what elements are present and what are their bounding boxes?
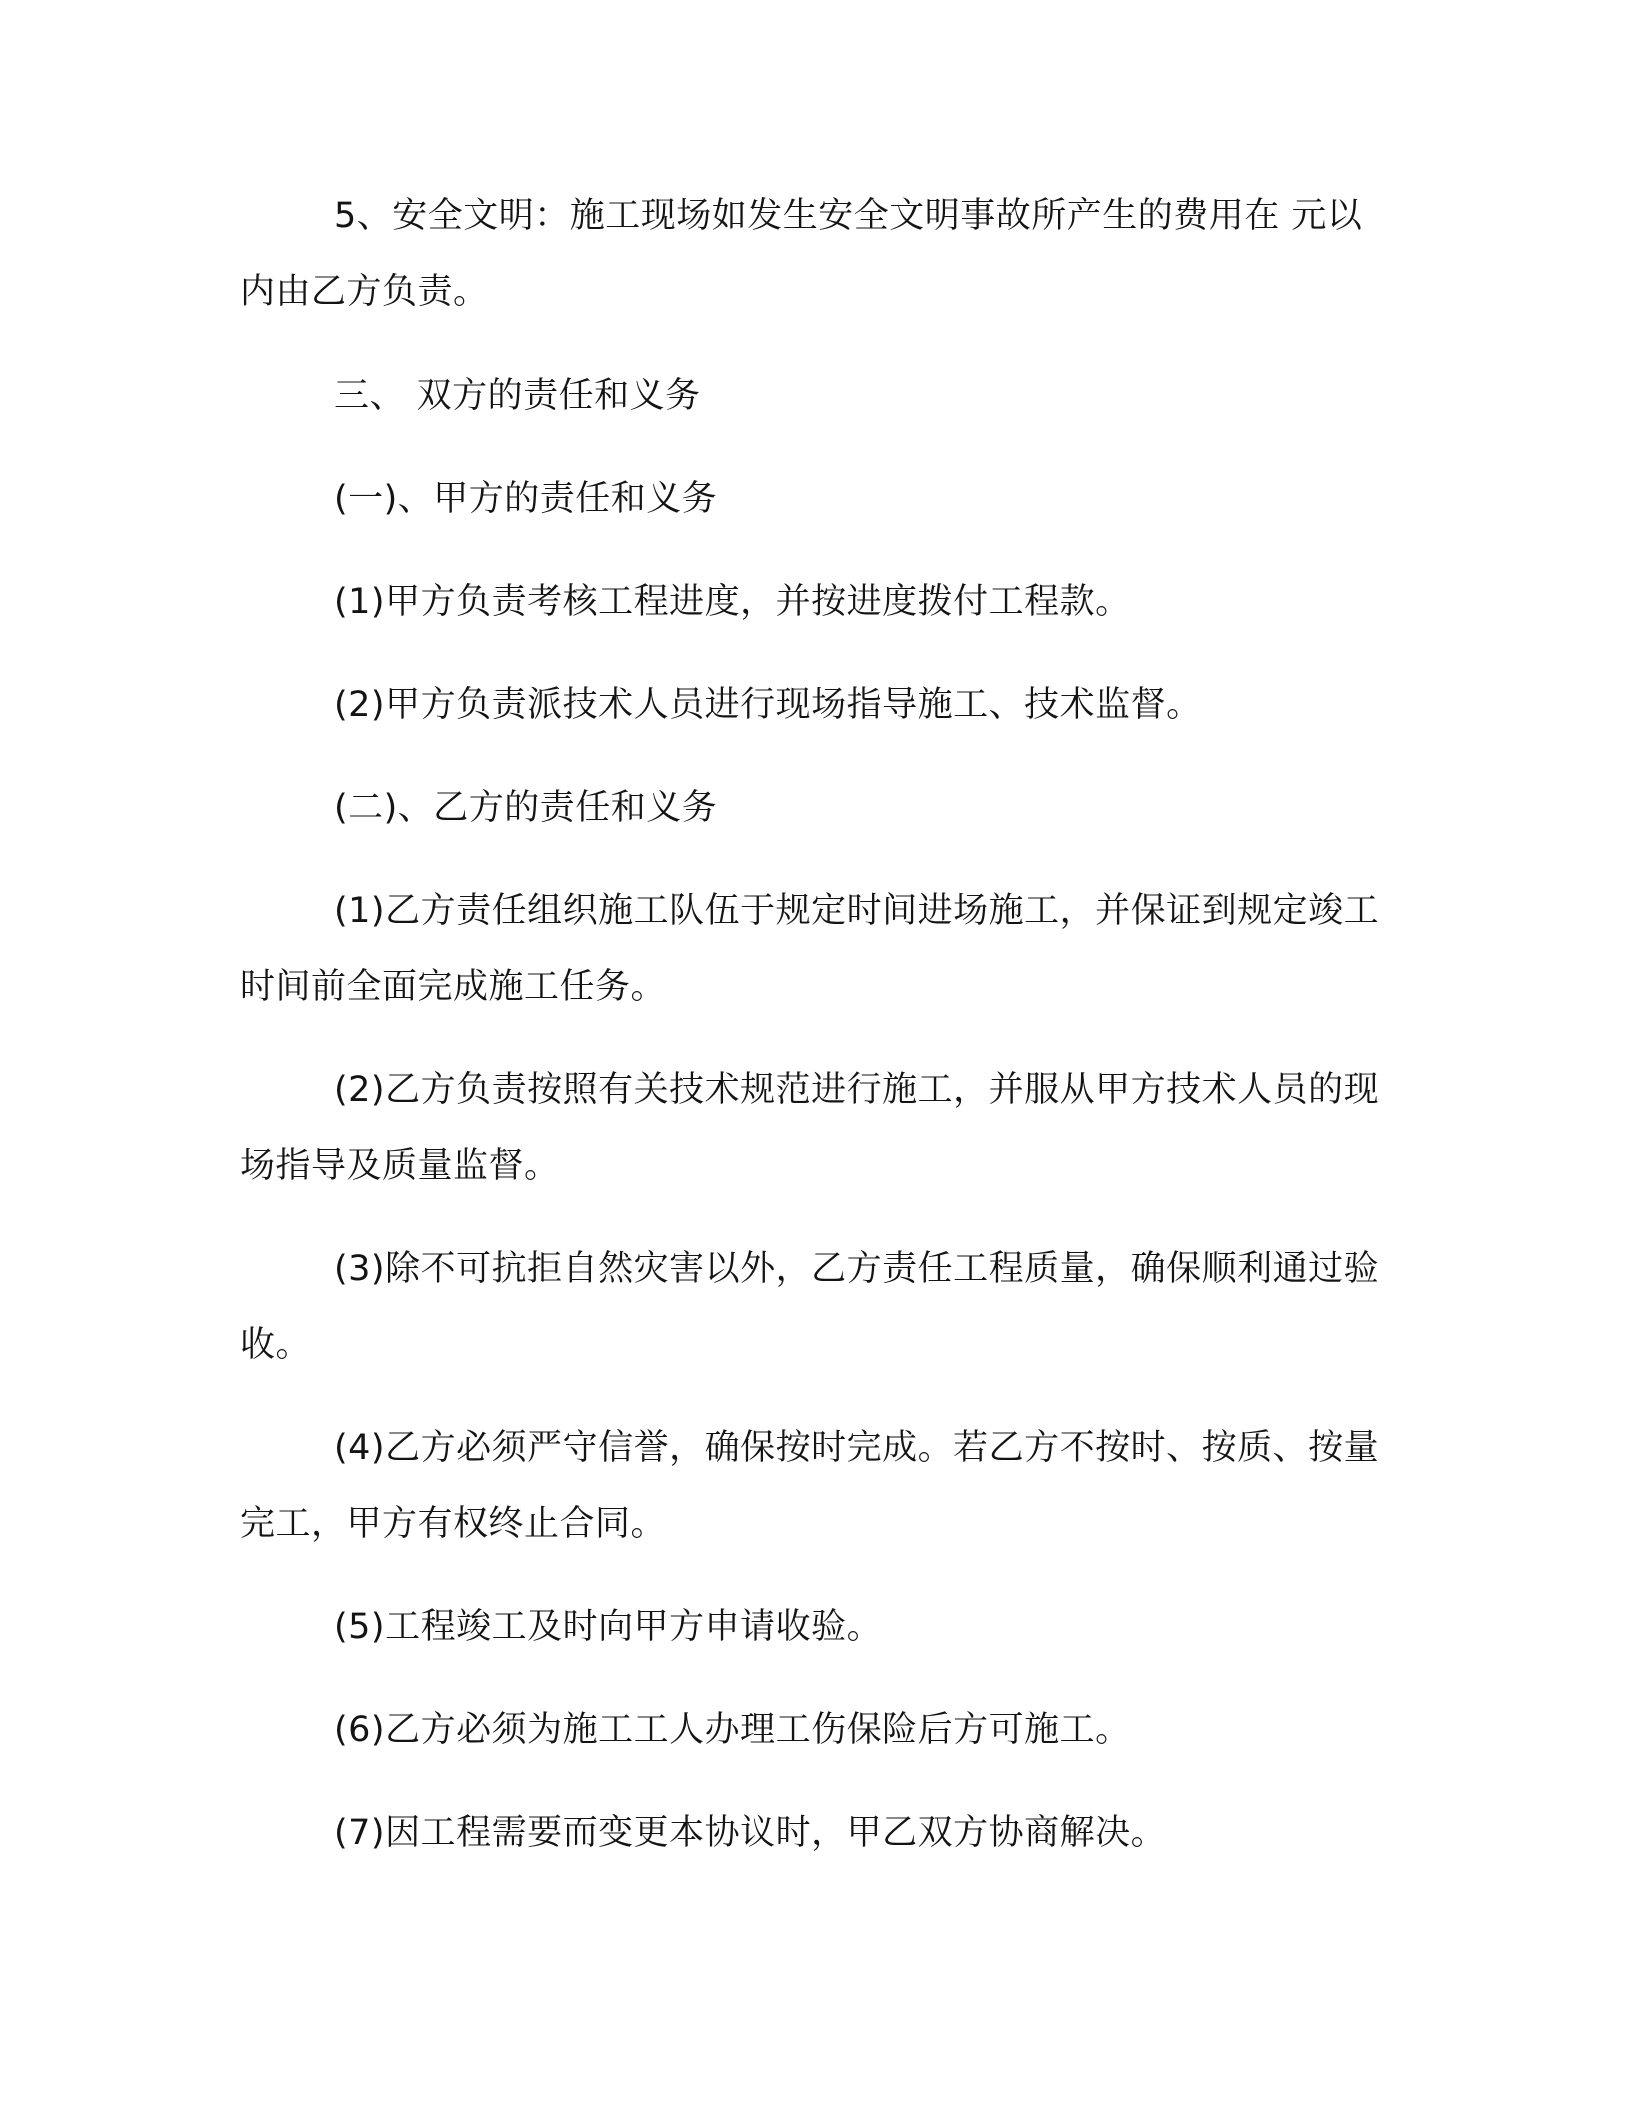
section-heading-responsibilities: 三、 双方的责任和义务 <box>334 376 701 416</box>
paragraph-party-b-item-1: (1)乙方责任组织施工队伍于规定时间进场施工，并保证到规定竣工时间前全面完成施工任务。 <box>240 891 1380 1007</box>
paragraph-party-b-item-2: (2)乙方负责按照有关技术规范进行施工，并服从甲方技术人员的现场指导及质量监督。 <box>240 1070 1380 1186</box>
subsection-heading-party-b: (二)、乙方的责任和义务 <box>334 788 718 828</box>
paragraph-safety-civilization: 5、安全文明：施工现场如发生安全文明事故所产生的费用在 元以内由乙方负责。 <box>240 196 1363 312</box>
subsection-heading-party-a: (一)、甲方的责任和义务 <box>334 479 718 519</box>
paragraph-party-b-item-5: (5)工程竣工及时向甲方申请收验。 <box>334 1607 883 1647</box>
paragraph-party-b-item-3: (3)除不可抗拒自然灾害以外，乙方责任工程质量，确保顺利通过验收。 <box>240 1249 1380 1365</box>
paragraph-party-b-item-4: (4)乙方必须严守信誉，确保按时完成。若乙方不按时、按质、按量完工，甲方有权终止合同。 <box>240 1428 1380 1544</box>
paragraph-party-b-item-6: (6)乙方必须为施工工人办理工伤保险后方可施工。 <box>334 1710 1131 1750</box>
paragraph-party-b-item-7: (7)因工程需要而变更本协议时，甲乙双方协商解决。 <box>334 1813 1167 1853</box>
paragraph-party-a-item-2: (2)甲方负责派技术人员进行现场指导施工、技术监督。 <box>334 685 1202 725</box>
paragraph-party-a-item-1: (1)甲方负责考核工程进度，并按进度拨付工程款。 <box>334 582 1131 622</box>
